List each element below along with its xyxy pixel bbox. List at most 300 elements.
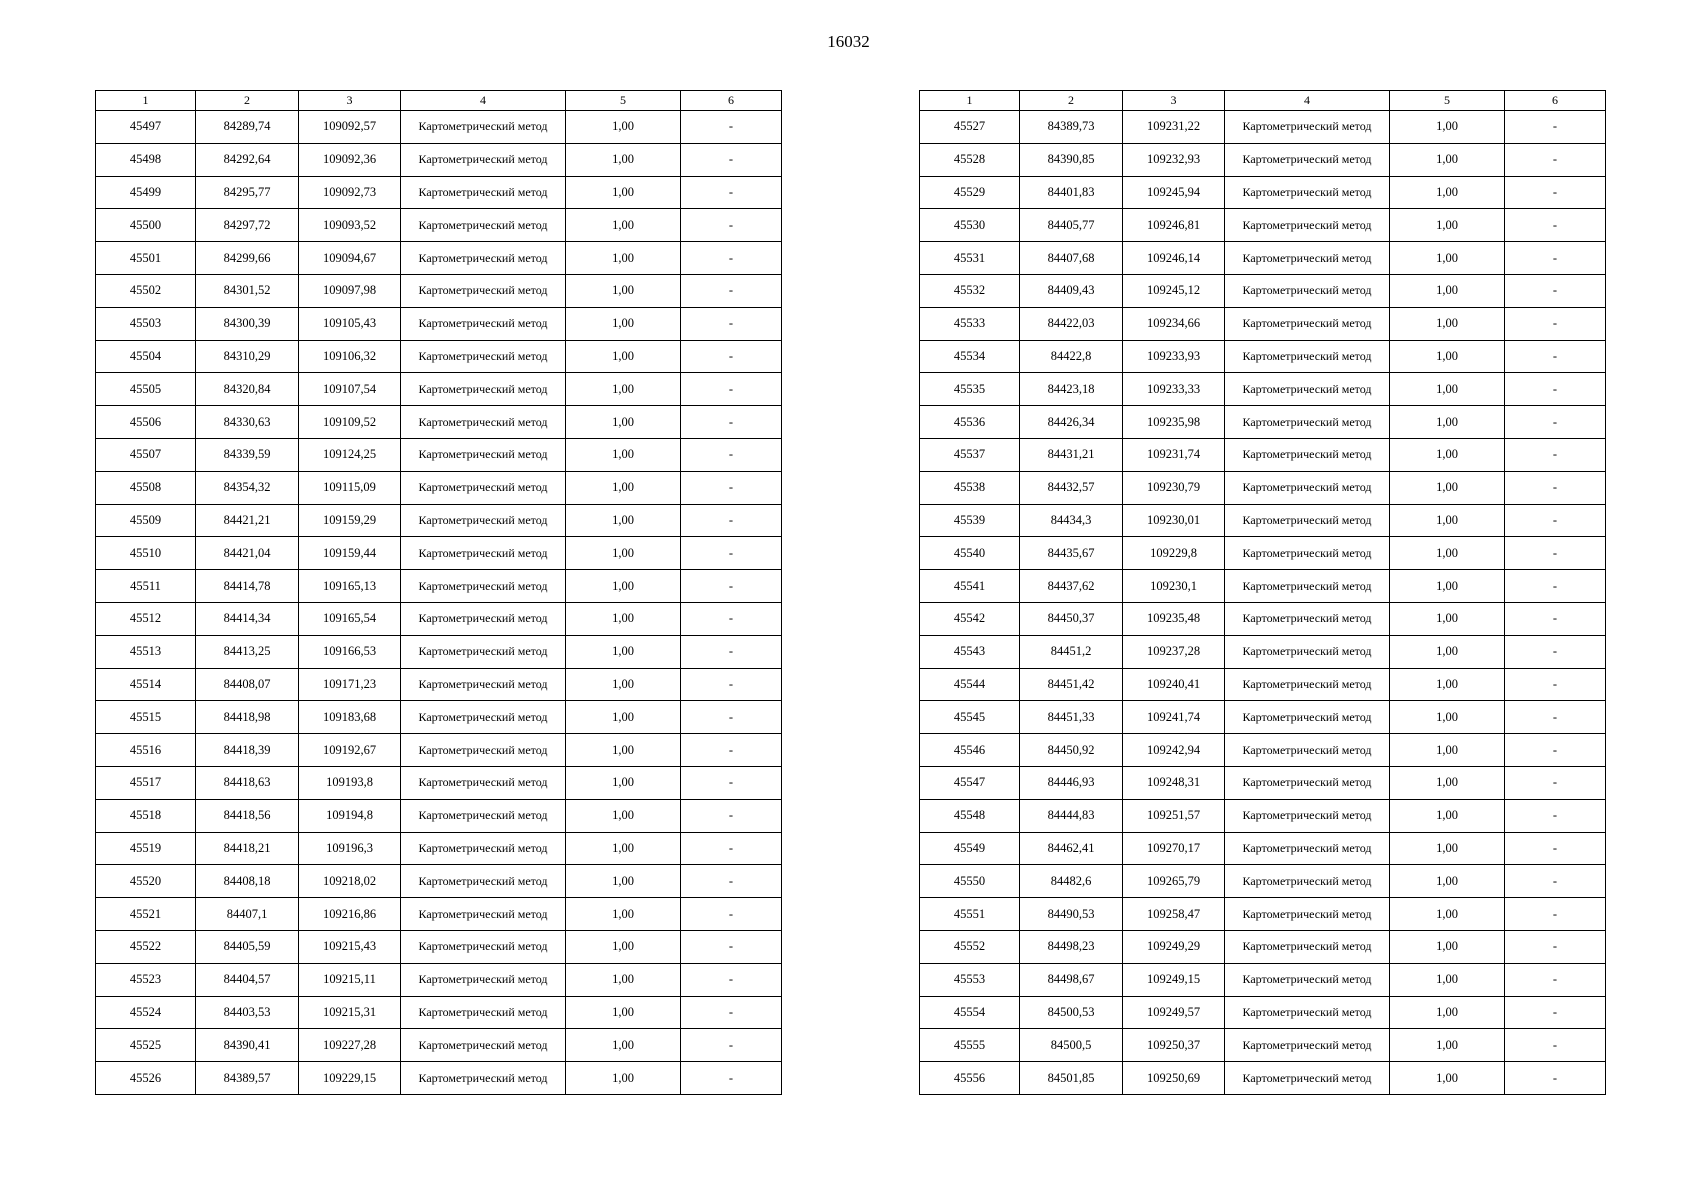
table-row xyxy=(920,176,1606,209)
method-cell: Картометрический метод xyxy=(401,1062,566,1095)
x-coordinate-cell: 84389,73 xyxy=(1020,111,1123,144)
description-cell: - xyxy=(1505,898,1606,931)
point-number-cell: 45544 xyxy=(920,668,1020,701)
description-cell: - xyxy=(681,963,782,996)
accuracy-cell: 1,00 xyxy=(1390,143,1505,176)
x-coordinate-cell: 84431,21 xyxy=(1020,438,1123,471)
x-coordinate-cell: 84413,25 xyxy=(196,635,299,668)
table-row xyxy=(96,471,782,504)
description-cell: - xyxy=(681,274,782,307)
method-cell: Картометрический метод xyxy=(1225,340,1390,373)
description-cell: - xyxy=(1505,865,1606,898)
table-row xyxy=(920,996,1606,1029)
accuracy-cell: 1,00 xyxy=(566,307,681,340)
y-coordinate-cell: 109097,98 xyxy=(299,274,401,307)
x-coordinate-cell: 84405,59 xyxy=(196,930,299,963)
description-cell: - xyxy=(1505,438,1606,471)
table-row xyxy=(96,209,782,242)
description-cell: - xyxy=(1505,1029,1606,1062)
point-number-cell: 45546 xyxy=(920,734,1020,767)
description-cell: - xyxy=(681,340,782,373)
x-coordinate-cell: 84498,67 xyxy=(1020,963,1123,996)
y-coordinate-cell: 109230,01 xyxy=(1123,504,1225,537)
method-cell: Картометрический метод xyxy=(1225,898,1390,931)
y-coordinate-cell: 109249,29 xyxy=(1123,930,1225,963)
point-number-cell: 45525 xyxy=(96,1029,196,1062)
description-cell: - xyxy=(681,1029,782,1062)
point-number-cell: 45501 xyxy=(96,242,196,275)
description-cell: - xyxy=(681,930,782,963)
point-number-cell: 45518 xyxy=(96,799,196,832)
table-row xyxy=(96,668,782,701)
x-coordinate-cell: 84498,23 xyxy=(1020,930,1123,963)
description-cell: - xyxy=(1505,799,1606,832)
accuracy-cell: 1,00 xyxy=(566,1062,681,1095)
x-coordinate-cell: 84450,37 xyxy=(1020,602,1123,635)
point-number-cell: 45542 xyxy=(920,602,1020,635)
description-cell: - xyxy=(681,766,782,799)
accuracy-cell: 1,00 xyxy=(566,930,681,963)
accuracy-cell: 1,00 xyxy=(1390,438,1505,471)
accuracy-cell: 1,00 xyxy=(1390,504,1505,537)
table-row xyxy=(96,832,782,865)
method-cell: Картометрический метод xyxy=(401,963,566,996)
table-row xyxy=(920,766,1606,799)
method-cell: Картометрический метод xyxy=(1225,635,1390,668)
table-row xyxy=(96,274,782,307)
table-row xyxy=(920,635,1606,668)
method-cell: Картометрический метод xyxy=(401,996,566,1029)
y-coordinate-cell: 109124,25 xyxy=(299,438,401,471)
point-number-cell: 45498 xyxy=(96,143,196,176)
method-cell: Картометрический метод xyxy=(401,143,566,176)
method-cell: Картометрический метод xyxy=(401,799,566,832)
method-cell: Картометрический метод xyxy=(401,406,566,439)
description-cell: - xyxy=(1505,602,1606,635)
accuracy-cell: 1,00 xyxy=(1390,373,1505,406)
method-cell: Картометрический метод xyxy=(1225,274,1390,307)
description-cell: - xyxy=(1505,930,1606,963)
description-cell: - xyxy=(1505,766,1606,799)
x-coordinate-cell: 84401,83 xyxy=(1020,176,1123,209)
x-coordinate-cell: 84451,42 xyxy=(1020,668,1123,701)
point-number-cell: 45523 xyxy=(96,963,196,996)
point-number-cell: 45515 xyxy=(96,701,196,734)
point-number-cell: 45507 xyxy=(96,438,196,471)
x-coordinate-cell: 84418,56 xyxy=(196,799,299,832)
description-cell: - xyxy=(681,570,782,603)
accuracy-cell: 1,00 xyxy=(566,1029,681,1062)
y-coordinate-cell: 109218,02 xyxy=(299,865,401,898)
accuracy-cell: 1,00 xyxy=(1390,602,1505,635)
description-cell: - xyxy=(1505,668,1606,701)
y-coordinate-cell: 109171,23 xyxy=(299,668,401,701)
accuracy-cell: 1,00 xyxy=(566,799,681,832)
point-number-cell: 45503 xyxy=(96,307,196,340)
x-coordinate-cell: 84295,77 xyxy=(196,176,299,209)
table-row xyxy=(96,701,782,734)
table-row xyxy=(96,963,782,996)
point-number-cell: 45497 xyxy=(96,111,196,144)
accuracy-cell: 1,00 xyxy=(566,340,681,373)
x-coordinate-cell: 84421,04 xyxy=(196,537,299,570)
method-cell: Картометрический метод xyxy=(401,373,566,406)
method-cell: Картометрический метод xyxy=(1225,865,1390,898)
x-coordinate-cell: 84462,41 xyxy=(1020,832,1123,865)
coordinates-table-right xyxy=(919,90,1606,1095)
method-cell: Картометрический метод xyxy=(1225,111,1390,144)
point-number-cell: 45547 xyxy=(920,766,1020,799)
y-coordinate-cell: 109258,47 xyxy=(1123,898,1225,931)
accuracy-cell: 1,00 xyxy=(566,701,681,734)
accuracy-cell: 1,00 xyxy=(566,668,681,701)
x-coordinate-cell: 84437,62 xyxy=(1020,570,1123,603)
accuracy-cell: 1,00 xyxy=(1390,635,1505,668)
x-coordinate-cell: 84390,85 xyxy=(1020,143,1123,176)
method-cell: Картометрический метод xyxy=(1225,930,1390,963)
method-cell: Картометрический метод xyxy=(1225,570,1390,603)
point-number-cell: 45521 xyxy=(96,898,196,931)
y-coordinate-cell: 109233,33 xyxy=(1123,373,1225,406)
accuracy-cell: 1,00 xyxy=(1390,832,1505,865)
method-cell: Картометрический метод xyxy=(1225,438,1390,471)
description-cell: - xyxy=(1505,209,1606,242)
y-coordinate-cell: 109215,43 xyxy=(299,930,401,963)
table-row xyxy=(920,1062,1606,1095)
accuracy-cell: 1,00 xyxy=(566,406,681,439)
description-cell: - xyxy=(681,832,782,865)
description-cell: - xyxy=(681,406,782,439)
description-cell: - xyxy=(1505,635,1606,668)
description-cell: - xyxy=(1505,1062,1606,1095)
description-cell: - xyxy=(1505,274,1606,307)
point-number-cell: 45531 xyxy=(920,242,1020,275)
table-row xyxy=(920,242,1606,275)
description-cell: - xyxy=(1505,570,1606,603)
point-number-cell: 45539 xyxy=(920,504,1020,537)
table-row xyxy=(96,438,782,471)
accuracy-cell: 1,00 xyxy=(1390,537,1505,570)
point-number-cell: 45505 xyxy=(96,373,196,406)
method-cell: Картометрический метод xyxy=(401,471,566,504)
y-coordinate-cell: 109265,79 xyxy=(1123,865,1225,898)
accuracy-cell: 1,00 xyxy=(1390,996,1505,1029)
method-cell: Картометрический метод xyxy=(401,602,566,635)
accuracy-cell: 1,00 xyxy=(566,111,681,144)
description-cell: - xyxy=(681,111,782,144)
description-cell: - xyxy=(681,438,782,471)
table-row xyxy=(96,504,782,537)
point-number-cell: 45504 xyxy=(96,340,196,373)
accuracy-cell: 1,00 xyxy=(1390,1062,1505,1095)
x-coordinate-cell: 84501,85 xyxy=(1020,1062,1123,1095)
y-coordinate-cell: 109229,8 xyxy=(1123,537,1225,570)
point-number-cell: 45533 xyxy=(920,307,1020,340)
x-coordinate-cell: 84390,41 xyxy=(196,1029,299,1062)
accuracy-cell: 1,00 xyxy=(566,898,681,931)
point-number-cell: 45538 xyxy=(920,471,1020,504)
column-header: 5 xyxy=(1390,91,1505,111)
method-cell: Картометрический метод xyxy=(401,898,566,931)
y-coordinate-cell: 109233,93 xyxy=(1123,340,1225,373)
x-coordinate-cell: 84320,84 xyxy=(196,373,299,406)
column-header: 1 xyxy=(920,91,1020,111)
y-coordinate-cell: 109183,68 xyxy=(299,701,401,734)
accuracy-cell: 1,00 xyxy=(1390,406,1505,439)
method-cell: Картометрический метод xyxy=(401,504,566,537)
point-number-cell: 45534 xyxy=(920,340,1020,373)
method-cell: Картометрический метод xyxy=(401,570,566,603)
method-cell: Картометрический метод xyxy=(401,537,566,570)
table-row xyxy=(920,865,1606,898)
description-cell: - xyxy=(681,898,782,931)
point-number-cell: 45519 xyxy=(96,832,196,865)
y-coordinate-cell: 109250,69 xyxy=(1123,1062,1225,1095)
y-coordinate-cell: 109249,57 xyxy=(1123,996,1225,1029)
accuracy-cell: 1,00 xyxy=(566,537,681,570)
accuracy-cell: 1,00 xyxy=(1390,307,1505,340)
accuracy-cell: 1,00 xyxy=(1390,111,1505,144)
x-coordinate-cell: 84300,39 xyxy=(196,307,299,340)
accuracy-cell: 1,00 xyxy=(1390,1029,1505,1062)
description-cell: - xyxy=(1505,340,1606,373)
y-coordinate-cell: 109165,54 xyxy=(299,602,401,635)
method-cell: Картометрический метод xyxy=(401,242,566,275)
method-cell: Картометрический метод xyxy=(401,701,566,734)
table-row xyxy=(920,471,1606,504)
y-coordinate-cell: 109159,44 xyxy=(299,537,401,570)
description-cell: - xyxy=(1505,701,1606,734)
description-cell: - xyxy=(681,799,782,832)
column-header: 4 xyxy=(1225,91,1390,111)
column-header: 3 xyxy=(1123,91,1225,111)
point-number-cell: 45500 xyxy=(96,209,196,242)
method-cell: Картометрический метод xyxy=(401,1029,566,1062)
table-row xyxy=(920,373,1606,406)
y-coordinate-cell: 109105,43 xyxy=(299,307,401,340)
method-cell: Картометрический метод xyxy=(401,635,566,668)
method-cell: Картометрический метод xyxy=(1225,209,1390,242)
description-cell: - xyxy=(681,373,782,406)
column-header: 1 xyxy=(96,91,196,111)
table-row xyxy=(96,602,782,635)
accuracy-cell: 1,00 xyxy=(1390,701,1505,734)
table-row xyxy=(920,701,1606,734)
description-cell: - xyxy=(681,1062,782,1095)
table-row xyxy=(920,668,1606,701)
accuracy-cell: 1,00 xyxy=(1390,898,1505,931)
point-number-cell: 45537 xyxy=(920,438,1020,471)
x-coordinate-cell: 84299,66 xyxy=(196,242,299,275)
table-row xyxy=(96,1029,782,1062)
table-row xyxy=(96,734,782,767)
point-number-cell: 45530 xyxy=(920,209,1020,242)
table-row xyxy=(96,996,782,1029)
x-coordinate-cell: 84297,72 xyxy=(196,209,299,242)
point-number-cell: 45517 xyxy=(96,766,196,799)
y-coordinate-cell: 109166,53 xyxy=(299,635,401,668)
method-cell: Картометрический метод xyxy=(401,766,566,799)
x-coordinate-cell: 84421,21 xyxy=(196,504,299,537)
table-row xyxy=(920,504,1606,537)
table-row xyxy=(920,143,1606,176)
x-coordinate-cell: 84389,57 xyxy=(196,1062,299,1095)
y-coordinate-cell: 109235,48 xyxy=(1123,602,1225,635)
point-number-cell: 45512 xyxy=(96,602,196,635)
table-row xyxy=(920,898,1606,931)
y-coordinate-cell: 109231,74 xyxy=(1123,438,1225,471)
y-coordinate-cell: 109234,66 xyxy=(1123,307,1225,340)
y-coordinate-cell: 109227,28 xyxy=(299,1029,401,1062)
y-coordinate-cell: 109159,29 xyxy=(299,504,401,537)
y-coordinate-cell: 109092,73 xyxy=(299,176,401,209)
point-number-cell: 45552 xyxy=(920,930,1020,963)
point-number-cell: 45551 xyxy=(920,898,1020,931)
point-number-cell: 45516 xyxy=(96,734,196,767)
description-cell: - xyxy=(681,701,782,734)
table-row xyxy=(96,799,782,832)
x-coordinate-cell: 84434,3 xyxy=(1020,504,1123,537)
table-row xyxy=(96,537,782,570)
method-cell: Картометрический метод xyxy=(1225,406,1390,439)
point-number-cell: 45524 xyxy=(96,996,196,1029)
point-number-cell: 45553 xyxy=(920,963,1020,996)
accuracy-cell: 1,00 xyxy=(566,996,681,1029)
point-number-cell: 45536 xyxy=(920,406,1020,439)
x-coordinate-cell: 84408,07 xyxy=(196,668,299,701)
accuracy-cell: 1,00 xyxy=(566,602,681,635)
description-cell: - xyxy=(681,209,782,242)
y-coordinate-cell: 109165,13 xyxy=(299,570,401,603)
description-cell: - xyxy=(1505,832,1606,865)
point-number-cell: 45526 xyxy=(96,1062,196,1095)
accuracy-cell: 1,00 xyxy=(566,963,681,996)
accuracy-cell: 1,00 xyxy=(1390,340,1505,373)
x-coordinate-cell: 84422,8 xyxy=(1020,340,1123,373)
x-coordinate-cell: 84418,98 xyxy=(196,701,299,734)
x-coordinate-cell: 84418,39 xyxy=(196,734,299,767)
description-cell: - xyxy=(681,537,782,570)
method-cell: Картометрический метод xyxy=(401,865,566,898)
accuracy-cell: 1,00 xyxy=(566,635,681,668)
table-row xyxy=(920,274,1606,307)
description-cell: - xyxy=(681,635,782,668)
x-coordinate-cell: 84354,32 xyxy=(196,471,299,504)
accuracy-cell: 1,00 xyxy=(1390,471,1505,504)
x-coordinate-cell: 84435,67 xyxy=(1020,537,1123,570)
point-number-cell: 45545 xyxy=(920,701,1020,734)
y-coordinate-cell: 109196,3 xyxy=(299,832,401,865)
table-row xyxy=(920,1029,1606,1062)
description-cell: - xyxy=(1505,242,1606,275)
x-coordinate-cell: 84451,33 xyxy=(1020,701,1123,734)
table-row xyxy=(96,1062,782,1095)
table-row xyxy=(920,930,1606,963)
point-number-cell: 45499 xyxy=(96,176,196,209)
y-coordinate-cell: 109251,57 xyxy=(1123,799,1225,832)
accuracy-cell: 1,00 xyxy=(566,438,681,471)
point-number-cell: 45506 xyxy=(96,406,196,439)
accuracy-cell: 1,00 xyxy=(1390,176,1505,209)
description-cell: - xyxy=(1505,111,1606,144)
table-row xyxy=(96,898,782,931)
method-cell: Картометрический метод xyxy=(401,832,566,865)
coordinates-table-left xyxy=(95,90,782,1095)
accuracy-cell: 1,00 xyxy=(566,143,681,176)
point-number-cell: 45502 xyxy=(96,274,196,307)
column-header: 6 xyxy=(681,91,782,111)
method-cell: Картометрический метод xyxy=(401,930,566,963)
accuracy-cell: 1,00 xyxy=(566,766,681,799)
method-cell: Картометрический метод xyxy=(401,438,566,471)
x-coordinate-cell: 84490,53 xyxy=(1020,898,1123,931)
x-coordinate-cell: 84426,34 xyxy=(1020,406,1123,439)
description-cell: - xyxy=(1505,537,1606,570)
point-number-cell: 45532 xyxy=(920,274,1020,307)
description-cell: - xyxy=(1505,176,1606,209)
x-coordinate-cell: 84339,59 xyxy=(196,438,299,471)
y-coordinate-cell: 109237,28 xyxy=(1123,635,1225,668)
y-coordinate-cell: 109250,37 xyxy=(1123,1029,1225,1062)
point-number-cell: 45555 xyxy=(920,1029,1020,1062)
method-cell: Картометрический метод xyxy=(401,668,566,701)
y-coordinate-cell: 109215,31 xyxy=(299,996,401,1029)
accuracy-cell: 1,00 xyxy=(566,274,681,307)
method-cell: Картометрический метод xyxy=(401,209,566,242)
method-cell: Картометрический метод xyxy=(1225,1029,1390,1062)
table-row xyxy=(920,537,1606,570)
description-cell: - xyxy=(1505,143,1606,176)
point-number-cell: 45527 xyxy=(920,111,1020,144)
x-coordinate-cell: 84422,03 xyxy=(1020,307,1123,340)
table-row xyxy=(920,406,1606,439)
method-cell: Картометрический метод xyxy=(1225,143,1390,176)
description-cell: - xyxy=(681,668,782,701)
column-header: 2 xyxy=(196,91,299,111)
accuracy-cell: 1,00 xyxy=(1390,274,1505,307)
method-cell: Картометрический метод xyxy=(1225,537,1390,570)
point-number-cell: 45522 xyxy=(96,930,196,963)
table-row xyxy=(920,602,1606,635)
x-coordinate-cell: 84404,57 xyxy=(196,963,299,996)
y-coordinate-cell: 109249,15 xyxy=(1123,963,1225,996)
table-row xyxy=(96,340,782,373)
y-coordinate-cell: 109215,11 xyxy=(299,963,401,996)
point-number-cell: 45513 xyxy=(96,635,196,668)
accuracy-cell: 1,00 xyxy=(566,209,681,242)
table-row xyxy=(96,406,782,439)
description-cell: - xyxy=(1505,406,1606,439)
y-coordinate-cell: 109245,12 xyxy=(1123,274,1225,307)
description-cell: - xyxy=(681,865,782,898)
description-cell: - xyxy=(681,996,782,1029)
table-row xyxy=(96,635,782,668)
description-cell: - xyxy=(1505,963,1606,996)
header-row xyxy=(96,91,782,111)
y-coordinate-cell: 109245,94 xyxy=(1123,176,1225,209)
y-coordinate-cell: 109229,15 xyxy=(299,1062,401,1095)
table-row xyxy=(920,209,1606,242)
accuracy-cell: 1,00 xyxy=(1390,209,1505,242)
description-cell: - xyxy=(681,176,782,209)
y-coordinate-cell: 109094,67 xyxy=(299,242,401,275)
x-coordinate-cell: 84407,1 xyxy=(196,898,299,931)
x-coordinate-cell: 84403,53 xyxy=(196,996,299,1029)
table-row xyxy=(920,570,1606,603)
description-cell: - xyxy=(681,471,782,504)
x-coordinate-cell: 84409,43 xyxy=(1020,274,1123,307)
y-coordinate-cell: 109092,36 xyxy=(299,143,401,176)
